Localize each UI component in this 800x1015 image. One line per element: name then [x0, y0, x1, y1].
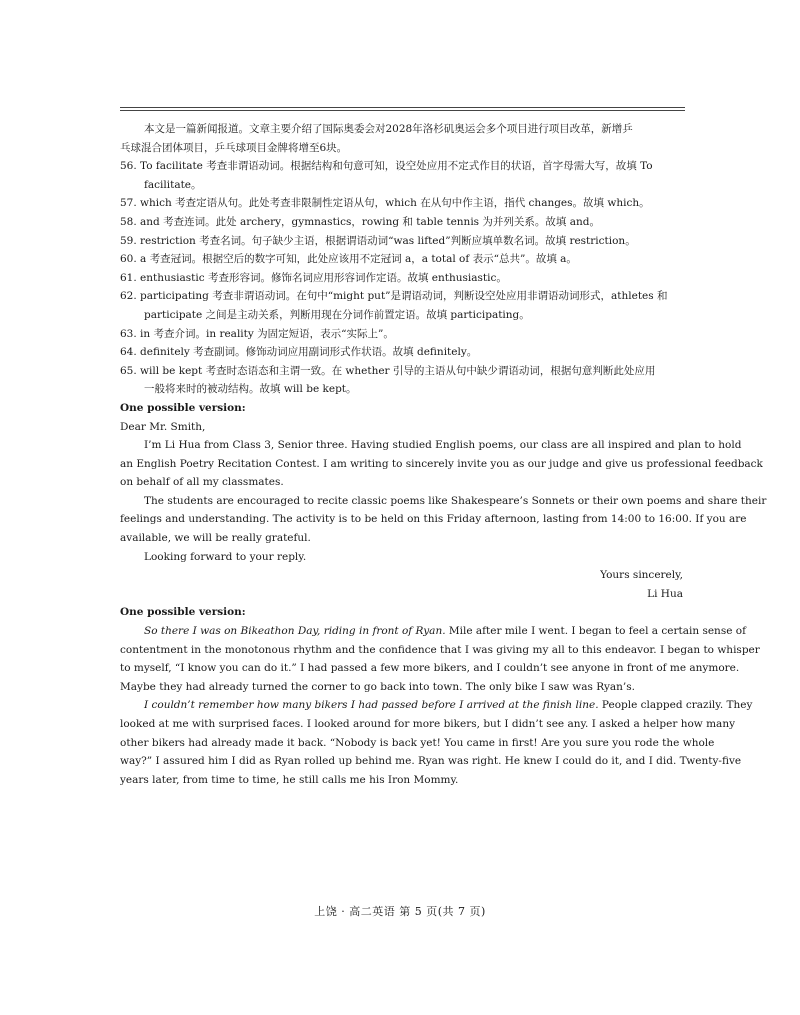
answer-64: [120, 343, 685, 362]
answer-59: [120, 232, 685, 251]
letter-line: available, we will be really grateful.: [120, 532, 311, 545]
answer-list: [120, 157, 685, 399]
story-line: [120, 622, 746, 641]
intro-line: 本文是一篇新闻报道。文章主要介绍了国际奥委会对2028年洛杉矶奥运会多个项目进行项目改革，新增乒: [144, 123, 633, 135]
intro-paragraph: [120, 120, 685, 157]
story-line: looked at me with surprised faces. I looked around for more bikers, but I didn’t see any. I asked a helper how many: [120, 718, 736, 730]
answer-line: facilitate。: [144, 178, 202, 191]
answer-61: [120, 269, 685, 288]
letter-line: I’m Li Hua from Class 3, Senior three. Having studied English poems, our class are all inspired and plan to hold: [144, 439, 742, 452]
page-content: [120, 120, 767, 789]
answer-63: [120, 325, 685, 344]
letter-paragraph-2: [120, 492, 767, 548]
answer-58: [120, 213, 685, 232]
letter-line: feelings and understanding. The activity is to be held on this Friday afternoon, lasting from 14:00 to 16:00. If you are: [120, 513, 747, 526]
letter-line: on behalf of all my classmates.: [120, 476, 284, 489]
story-line: years later, from time to time, he still calls me his Iron Mommy.: [120, 773, 459, 786]
answer-56: [120, 157, 685, 194]
letter-heading: One possible version:: [120, 401, 246, 414]
answer-line: participate 之间是主动关系，判断用现在分词作前置定语。故填 participating。: [144, 308, 530, 321]
header-rule-bottom: [120, 110, 685, 111]
letter-salutation: Dear Mr. Smith,: [120, 420, 206, 433]
story-heading: One possible version:: [120, 606, 246, 619]
answer-line: 一般将来时的被动结构。故填 will be kept。: [144, 383, 357, 396]
answer-line: 61. enthusiastic 考查形容词。修饰名词应用形容词作定语。故填 enthusiastic。: [120, 271, 507, 284]
letter-signature: Li Hua: [647, 587, 683, 600]
page-footer: 上饶 · 高二英语 第 5 页(共 7 页): [314, 905, 486, 918]
answer-line: 59. restriction 考查名词。句子缺少主语，根据谓语动词“was lifted”判断应填单数名词。故填 restriction。: [120, 234, 636, 247]
answer-line: 56. To facilitate 考查非谓语动词。根据结构和句意可知，设空处应用不定式作目的状语，首字母需大写，故填 To: [120, 160, 653, 173]
answer-line: 60. a 考查冠词。根据空后的数字可知，此处应该用不定冠词 a，a total of 表示“总共”。故填 a。: [120, 253, 577, 266]
answer-line: 64. definitely 考查副词。修饰动词应用副词形式作状语。故填 definitely。: [120, 346, 478, 359]
header-rule-top: [120, 107, 685, 108]
letter-line: The students are encouraged to recite classic poems like Shakespeare’s Sonnets or their own poems and share their: [144, 494, 767, 507]
answer-line: 65. will be kept 考查时态语态和主谓一致。在 whether 引导的主语从句中缺少谓语动词，根据句意判断此处应用: [120, 364, 656, 377]
story-section: [120, 603, 760, 789]
story-given-sentence: So there I was on Bikeathon Day, riding in front of Ryan.: [144, 625, 446, 638]
intro-line: 乓球混合团体项目，乒乓球项目金牌将增至6块。: [120, 141, 348, 154]
letter-section: [120, 399, 767, 604]
story-line: [120, 696, 753, 715]
story-text: Mile after mile I went. I began to feel a certain sense of: [445, 625, 746, 638]
answer-line: 63. in 考查介词。in reality 为固定短语，表示“实际上”。: [120, 327, 394, 340]
letter-paragraph-3: Looking forward to your reply.: [144, 550, 307, 563]
story-text: People clapped crazily. They: [598, 699, 753, 712]
story-line: to myself, “I know you can do it.” I had passed a few more bikers, and I couldn’t see anyone in front of me anymore.: [120, 662, 740, 675]
letter-paragraph-1: [120, 436, 763, 492]
answer-62: [120, 287, 685, 324]
story-given-sentence: I couldn’t remember how many bikers I had passed before I arrived at the finish line.: [144, 699, 599, 712]
answer-57: [120, 194, 685, 213]
answer-line: 57. which 考查定语从句。此处考查非限制性定语从句，which 在从句中作主语，指代 changes。故填 which。: [120, 197, 650, 210]
letter-line: an English Poetry Recitation Contest. I am writing to sincerely invite you as our judge and give us professional feedback: [120, 457, 763, 470]
story-line: Maybe they had already turned the corner to go back into town. The only bike I saw was Ryan’s.: [120, 680, 635, 693]
answer-65: [120, 362, 685, 399]
answer-60: [120, 250, 685, 269]
story-line: other bikers had already made it back. “Nobody is back yet! You came in first! Are you sure you rode the whole: [120, 736, 715, 749]
answer-line: 62. participating 考查非谓语动词。在句中“might put”是谓语动词，判断设空处应用非谓语动词形式，athletes 和: [120, 290, 668, 303]
letter-closing: Yours sincerely,: [600, 569, 683, 582]
story-paragraph-2: [120, 696, 753, 789]
story-paragraph-1: [120, 622, 760, 696]
answer-line: 58. and 考查连词。此处 archery，gymnastics，rowing 和 table tennis 为并列关系。故填 and。: [120, 215, 600, 228]
story-line: contentment in the monotonous rhythm and the confidence that I was giving my all to this endeavor. I began to whisper: [120, 643, 760, 656]
story-line: way?” I assured him I did as Ryan rolled up behind me. Ryan was right. He knew I could do it, and I did. Twenty-five: [120, 755, 742, 768]
